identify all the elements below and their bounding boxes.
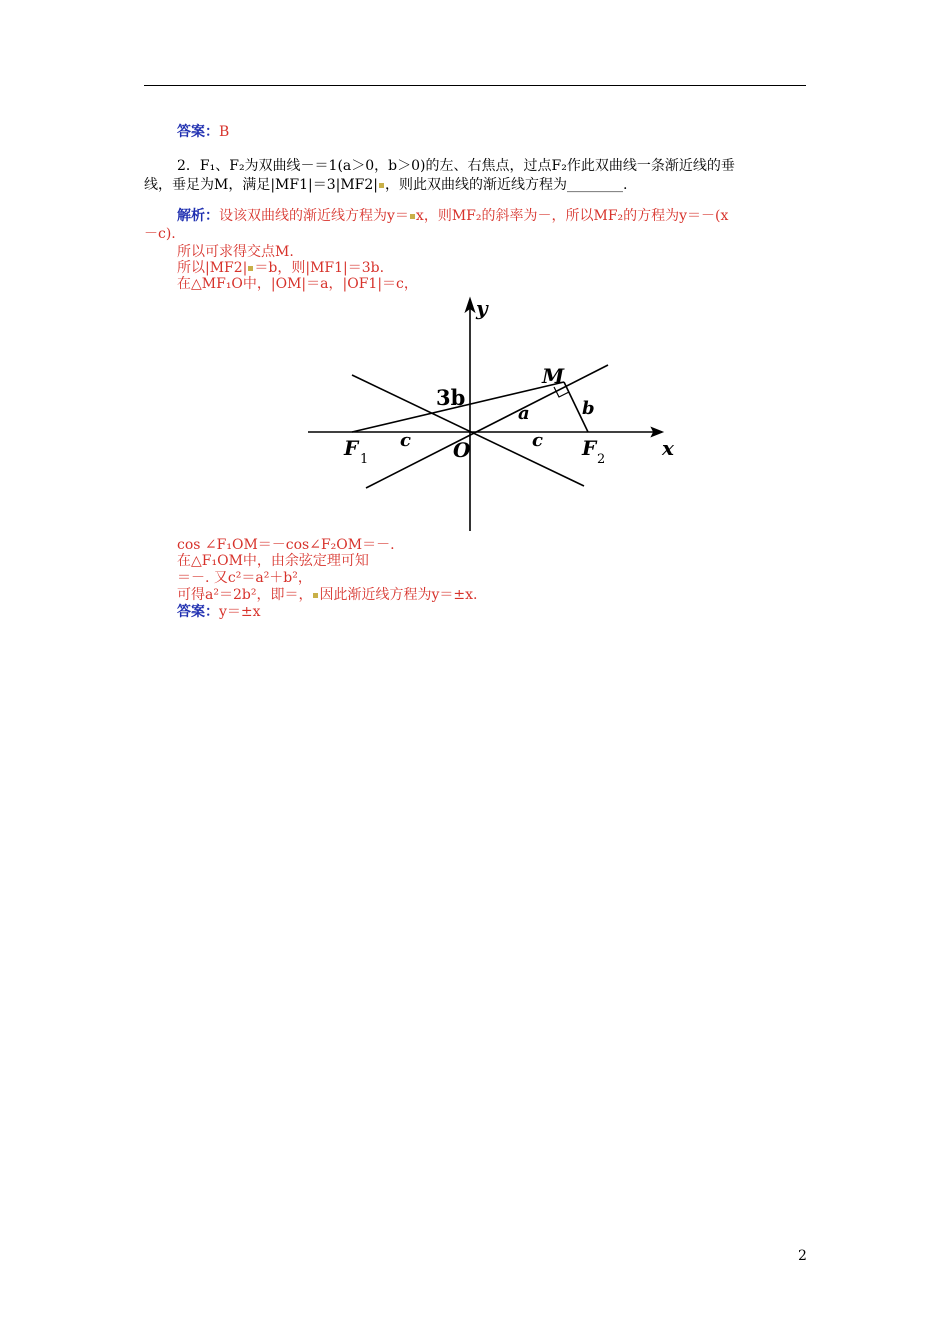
analysis-text-4b: ＝b，则|MF1|＝3b. [254,260,385,276]
label-b: b [582,398,595,419]
page-number: 2 [798,1248,807,1264]
analysis-text-9b: 因此渐近线方程为y＝±x. [319,587,478,603]
header-rule [144,85,806,86]
analysis-line-6: cos ∠F₁OM＝－cos∠F₂OM＝－. [177,537,395,553]
inline-mark [410,214,415,219]
analysis-text-4a: 所以|MF2| [177,260,248,276]
analysis-text-1a: 设该双曲线的渐近线方程为y＝ [219,208,409,224]
analysis-line-4 [177,260,384,277]
answer-value: y＝±x [219,604,261,620]
analysis-line-5: 在△MF₁O中，|OM|＝a，|OF1|＝c， [177,276,418,292]
label-y: y [476,296,488,320]
label-F1-sub: 1 [360,452,369,467]
question-text-a: 线，垂足为M，满足|MF1|＝3|MF2| [144,177,379,193]
inline-mark [313,593,318,598]
analysis-line-3: 所以可求得交点M. [177,244,294,260]
asymptote-1 [366,365,608,488]
question-line-1: 2．F₁、F₂为双曲线－＝1(a＞0，b＞0)的左、右焦点，过点F₂作此双曲线一条渐近线的垂 [177,158,735,174]
answer-label: 答案： [177,604,219,620]
inline-mark [248,266,253,271]
analysis-line-9 [177,587,477,604]
analysis-text-9a: 可得a²＝2b²，即＝， [177,587,313,603]
x-axis-arrow [652,428,662,436]
question-text-b: ，则此双曲线的渐近线方程为________. [385,177,628,193]
analysis-label: 解析： [177,208,219,224]
label-c-left: c [400,430,411,451]
label-F1: F [344,436,359,460]
label-x: x [662,436,674,460]
label-F2-sub: 2 [597,452,606,467]
answer-value: B [219,124,230,140]
label-F2: F [582,436,597,460]
inline-mark [379,183,384,188]
analysis-line-1 [177,208,728,225]
analysis-text-1b: x，则MF₂的斜率为－，所以MF₂的方程为y＝－(x [415,208,729,224]
label-a: a [518,403,530,424]
analysis-line-8: ＝－. 又c²＝a²＋b²， [177,570,312,586]
answer-2 [177,604,261,621]
hyperbola-figure [300,295,680,535]
asymptote-2 [352,375,584,486]
analysis-line-7: 在△F₁OM中，由余弦定理可知 [177,553,369,569]
label-3b: 3b [436,385,466,410]
answer-label: 答案： [177,124,219,140]
label-O: O [453,438,471,462]
question-line-2 [144,177,627,194]
label-c-right: c [532,430,543,451]
analysis-line-2: －c). [144,226,176,242]
answer-1 [177,124,229,141]
label-M: M [542,364,565,388]
